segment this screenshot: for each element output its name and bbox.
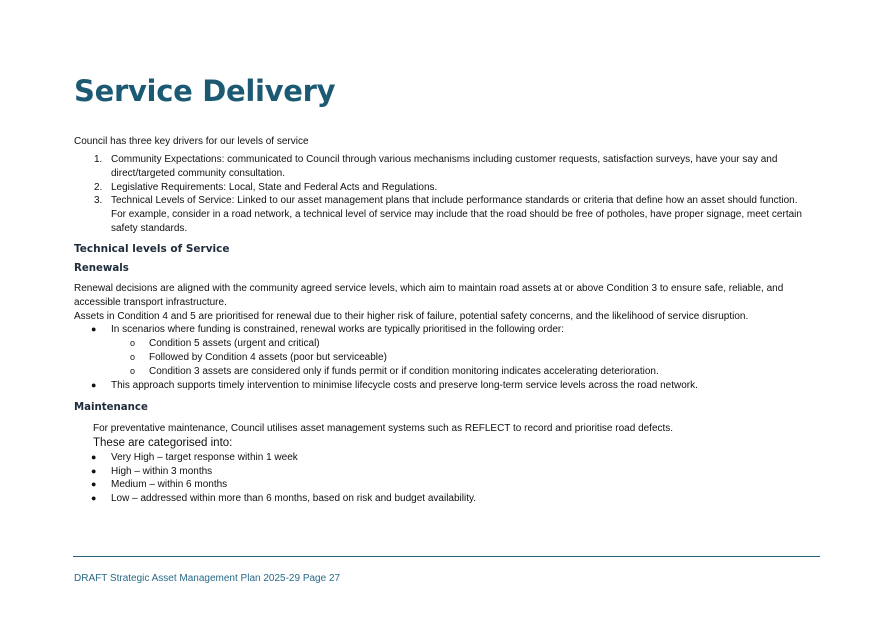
intro-text: Council has three key drivers for our levels of service xyxy=(74,136,309,147)
bullet-icon: ● xyxy=(91,479,97,490)
list-item-text: In scenarios where funding is constrained, renewal works are typically prioritised in the following order: xyxy=(111,324,564,336)
list-item xyxy=(74,181,824,195)
list-item xyxy=(74,153,824,181)
footer-text: DRAFT Strategic Asset Management Plan 2025-29 Page 27 xyxy=(74,573,341,584)
maintenance-paragraph: For preventative maintenance, Council utilises asset management systems such as REFLECT to record and prioritise road defects. xyxy=(93,423,674,434)
list-item-text: This approach supports timely intervention to minimise lifecycle costs and preserve long-term service levels across the road network. xyxy=(111,379,698,391)
list-number: 3. xyxy=(94,195,103,207)
renewals-paragraph: Assets in Condition 4 and 5 are prioritised for renewal due to their higher risk of failure, potential safety concerns, and the likelihood of service disruption. xyxy=(74,310,749,322)
bullet-icon: ● xyxy=(91,451,97,462)
list-number: 2. xyxy=(94,181,103,193)
list-item-text: High – within 3 months xyxy=(111,465,213,477)
list-item xyxy=(74,451,824,465)
bullet-icon: ● xyxy=(91,379,97,390)
list-item-text: Medium – within 6 months xyxy=(111,479,228,491)
list-item-text: Followed by Condition 4 assets (poor but serviceable) xyxy=(149,351,387,363)
list-item-text: Legislative Requirements: Local, State and Federal Acts and Regulations. xyxy=(111,181,438,193)
circle-bullet-icon: o xyxy=(130,365,136,376)
list-item xyxy=(74,492,824,506)
bullet-icon: ● xyxy=(91,493,97,504)
list-item xyxy=(74,337,824,351)
list-item-text: Condition 5 assets (urgent and critical) xyxy=(149,338,320,350)
renewals-paragraph: Renewal decisions are aligned with the community agreed service levels, which aim to maintain road assets at or above Condition 3 to ensure safe, reliable, and accessible transport infrastructure. xyxy=(74,283,784,308)
technical-levels-heading: Technical levels of Service xyxy=(74,243,230,255)
list-item xyxy=(74,365,824,379)
circle-bullet-icon: o xyxy=(130,338,136,349)
list-item xyxy=(74,351,824,365)
renewals-section xyxy=(74,282,824,392)
categorised-label: These are categorised into: xyxy=(93,436,233,449)
list-item-text: Technical Levels of Service: Linked to our asset management plans that include performance standards or criteria that define how an asset should function. For example, consider in a road network, a technical level of service may include that the road should be free of potholes, have proper signage, meet certain safety standards. xyxy=(111,195,802,234)
list-item-text: Low – addressed within more than 6 months, based on risk and budget availability. xyxy=(111,493,477,505)
list-item xyxy=(74,194,824,235)
priority-sub-list xyxy=(74,337,824,378)
page-title: Service Delivery xyxy=(74,74,336,108)
list-item-text: Very High – target response within 1 week xyxy=(111,451,298,463)
list-item xyxy=(74,465,824,479)
list-item-text: Condition 3 assets are considered only if funds permit or if condition monitoring indicates accelerating deterioration. xyxy=(149,365,659,377)
renewals-bullet-list xyxy=(74,323,824,337)
list-item xyxy=(74,478,824,492)
bullet-icon: ● xyxy=(91,465,97,476)
list-item xyxy=(74,323,824,337)
circle-bullet-icon: o xyxy=(130,351,136,362)
list-item-text: Community Expectations: communicated to Council through various mechanisms including customer requests, satisfaction surveys, have your say and direct/targeted community consultation. xyxy=(111,154,778,179)
maintenance-bullet-list xyxy=(74,451,824,506)
bullet-icon: ● xyxy=(91,324,97,335)
list-item xyxy=(74,379,824,393)
list-number: 1. xyxy=(94,154,103,165)
maintenance-section xyxy=(74,422,824,506)
footer-divider xyxy=(73,556,820,557)
renewals-bullet-list xyxy=(74,379,824,393)
renewals-heading: Renewals xyxy=(74,263,129,274)
drivers-list xyxy=(74,153,824,236)
maintenance-heading: Maintenance xyxy=(74,402,148,413)
